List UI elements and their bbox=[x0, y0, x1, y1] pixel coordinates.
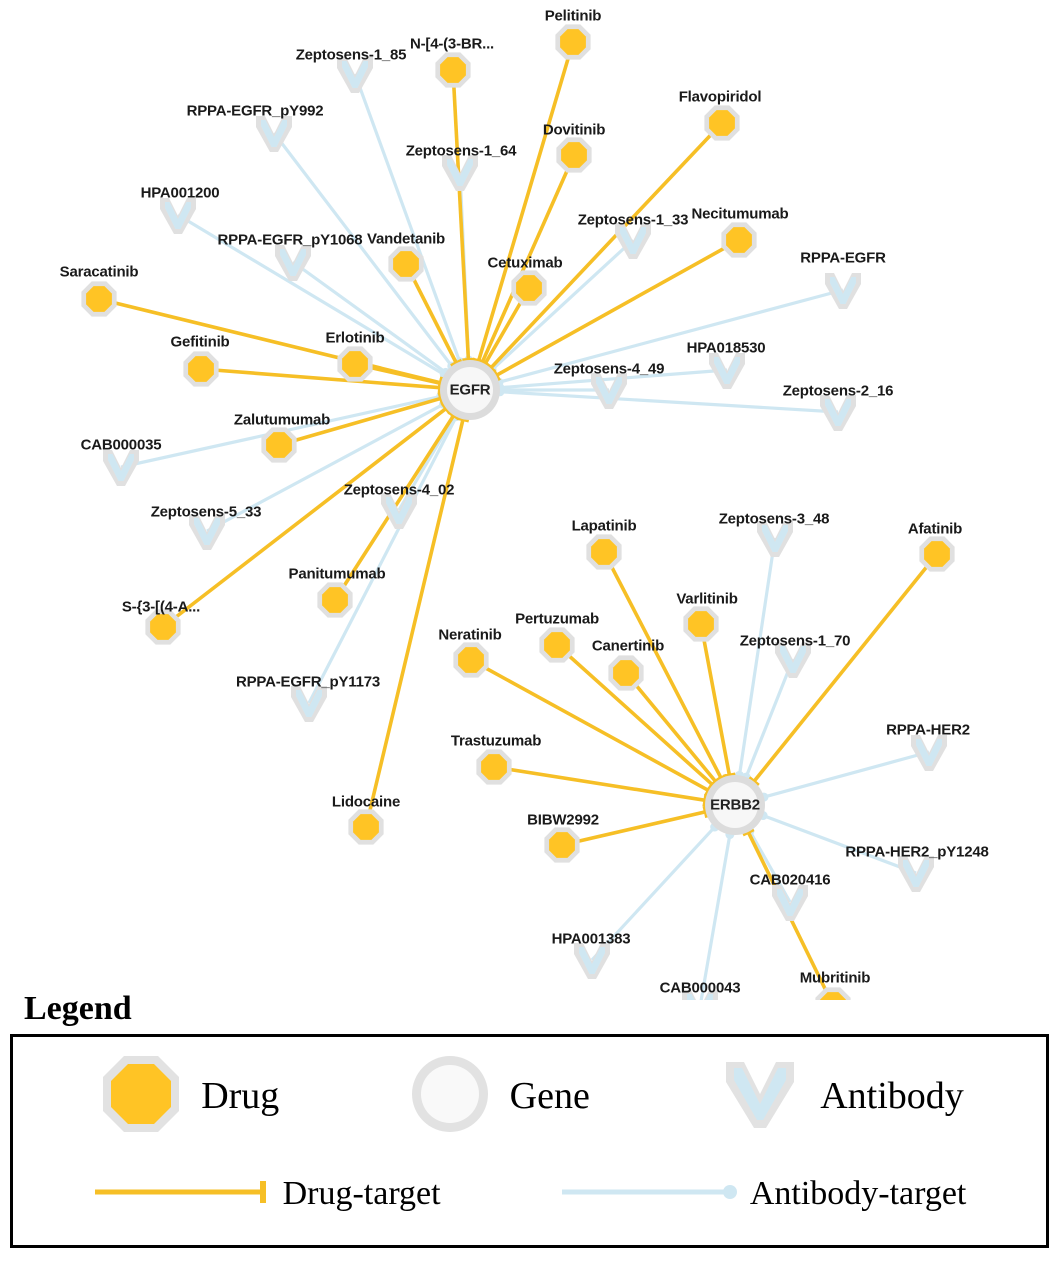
drug-icon bbox=[95, 1048, 187, 1145]
node-label: RPPA-EGFR_pY1068 bbox=[217, 231, 363, 249]
node-label: Afatinib bbox=[907, 520, 963, 538]
node-label: Neratinib bbox=[438, 626, 502, 644]
node-label: Flavopiridol bbox=[678, 88, 762, 106]
node-label: RPPA-HER2_pY1248 bbox=[845, 843, 989, 861]
antibody-edge-icon bbox=[560, 1178, 740, 1211]
node-label: ERBB2 bbox=[710, 796, 760, 814]
node-label: Pelitinib bbox=[544, 7, 602, 25]
node-label: Zeptosens-1_33 bbox=[577, 211, 689, 229]
node-label: Saracatinib bbox=[59, 263, 139, 281]
node-label: Lidocaine bbox=[331, 793, 401, 811]
legend-item-antibody bbox=[714, 1048, 964, 1145]
node-label: CAB020416 bbox=[749, 871, 831, 889]
node-label: RPPA-EGFR_pY992 bbox=[186, 102, 324, 120]
node-label: Erlotinib bbox=[325, 329, 385, 347]
node-label: BIBW2992 bbox=[527, 811, 599, 829]
legend-item-gene bbox=[404, 1048, 590, 1145]
legend-label-antibody-target: Antibody-target bbox=[749, 1175, 967, 1212]
legend-item-antibody-target bbox=[560, 1175, 967, 1213]
antibody-icon bbox=[714, 1048, 806, 1145]
legend-label-drug-target: Drug-target bbox=[282, 1175, 441, 1212]
node-label: N-[4-(3-BR... bbox=[409, 35, 495, 53]
node-label: RPPA-HER2 bbox=[886, 721, 970, 739]
node-label: Trastuzumab bbox=[450, 732, 542, 750]
node-label: Canertinib bbox=[591, 637, 665, 655]
node-label: Pertuzumab bbox=[515, 610, 599, 628]
node-label: Mubritinib bbox=[799, 969, 871, 987]
legend bbox=[0, 990, 1059, 1248]
node-label: EGFR bbox=[449, 381, 491, 399]
node-label: Zeptosens-1_64 bbox=[405, 142, 517, 160]
node-label: Zeptosens-1_85 bbox=[295, 46, 407, 64]
node-label: Vandetanib bbox=[366, 230, 446, 248]
legend-label-gene: Gene bbox=[509, 1075, 590, 1117]
node-label: CAB000035 bbox=[80, 436, 162, 454]
node-label: Zeptosens-4_49 bbox=[553, 360, 665, 378]
node-label: Dovitinib bbox=[542, 121, 606, 139]
legend-label-drug: Drug bbox=[201, 1075, 280, 1117]
legend-label-antibody: Antibody bbox=[820, 1075, 964, 1117]
node-label: CAB000043 bbox=[659, 979, 741, 997]
node-label: Necitumumab bbox=[691, 205, 789, 223]
node-label: Cetuximab bbox=[487, 254, 563, 272]
node-label: Zeptosens-4_02 bbox=[343, 481, 455, 499]
node-label: Panitumumab bbox=[288, 565, 386, 583]
node-label: HPA001200 bbox=[140, 184, 220, 202]
node-label: Lapatinib bbox=[571, 517, 637, 535]
legend-item-drug bbox=[95, 1048, 279, 1145]
legend-node-row bbox=[13, 1037, 1046, 1155]
node-label: HPA018530 bbox=[686, 339, 766, 357]
legend-box bbox=[10, 1034, 1049, 1248]
node-label: Zeptosens-1_70 bbox=[739, 632, 851, 650]
drug-edge-icon bbox=[93, 1178, 273, 1211]
legend-item-drug-target bbox=[93, 1175, 441, 1213]
legend-title: Legend bbox=[24, 990, 132, 1027]
node-label: Varlitinib bbox=[676, 590, 738, 608]
gene-icon bbox=[404, 1048, 496, 1145]
node-label: Zeptosens-2_16 bbox=[782, 382, 894, 400]
node-label: RPPA-EGFR_pY1173 bbox=[235, 673, 381, 691]
node-label: Zeptosens-3_48 bbox=[718, 510, 830, 528]
node-label: Zalutumumab bbox=[233, 411, 331, 429]
node-label: S-{3-[(4-A... bbox=[121, 598, 201, 616]
node-label: RPPA-EGFR bbox=[800, 249, 886, 267]
node-label: Zeptosens-5_33 bbox=[150, 503, 262, 521]
legend-edge-row bbox=[13, 1155, 1046, 1233]
node-label: Gefitinib bbox=[170, 333, 230, 351]
node-label: HPA001383 bbox=[551, 930, 631, 948]
